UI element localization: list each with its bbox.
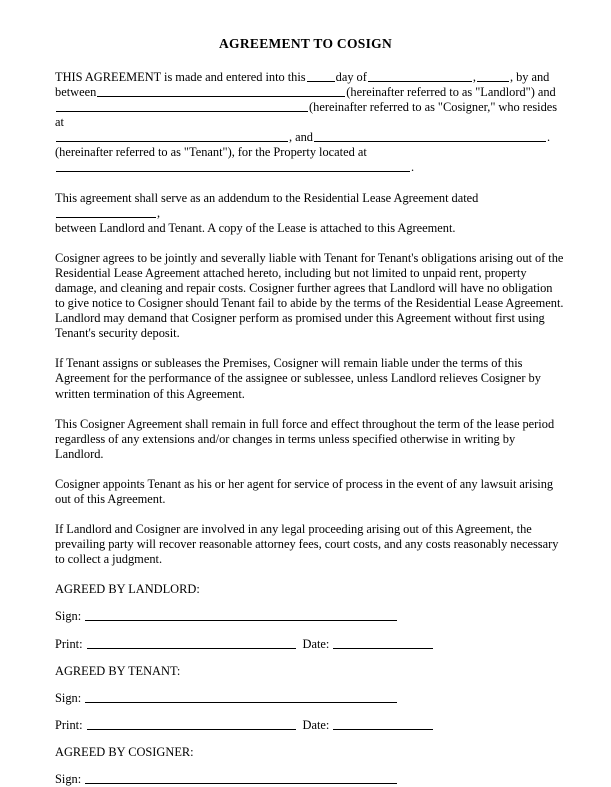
addendum-text-after: , (157, 205, 161, 220)
intro-line4-text-c: . (547, 130, 551, 145)
spacer-4 (55, 402, 565, 417)
blank-property-address[interactable] (56, 161, 410, 172)
spacer-6 (55, 507, 565, 522)
page-title: AGREEMENT TO COSIGN (219, 36, 392, 51)
addendum-line2: between Landlord and Tenant. A copy of the Lease is attached to this Agreement. (55, 220, 456, 235)
blank-landlord-name[interactable] (97, 86, 345, 97)
landlord-date-label: Date: (302, 636, 330, 651)
spacer-tenant-2 (55, 706, 565, 718)
tenant-print-field[interactable] (87, 719, 296, 730)
spacer-cosigner-1 (55, 760, 565, 772)
cosigner-sign-label: Sign: (55, 772, 82, 787)
blank-lease-date[interactable] (56, 207, 156, 218)
tenant-sign-field[interactable] (85, 692, 397, 703)
paragraph-addendum (55, 191, 565, 236)
paragraph-assignment: If Tenant assigns or subleases the Premises, Cosigner will remain liable under the terms of this Agreement for the performance of the assignee or sublessee, unless Landlord relieves Cosigner by written termination of this Agreement. (55, 356, 541, 401)
tenant-sign-label: Sign: (55, 690, 82, 705)
blank-day[interactable] (307, 71, 335, 82)
intro-line1-text-c: , (472, 69, 476, 84)
blank-month[interactable] (368, 71, 472, 82)
paragraph-service-of-process: Cosigner appoints Tenant as his or her agent for service of process in the event of any lawsuit arising out of this Agreement. (55, 476, 554, 506)
blank-tenant-name[interactable] (314, 131, 546, 142)
tenant-date-label: Date: (302, 717, 330, 732)
heading-agreed-by-cosigner: AGREED BY COSIGNER: (55, 744, 194, 759)
spacer-landlord-2 (55, 625, 565, 637)
landlord-date-field[interactable] (333, 638, 433, 649)
tenant-date-field[interactable] (333, 719, 433, 730)
heading-agreed-by-landlord: AGREED BY LANDLORD: (55, 582, 200, 597)
spacer-1 (55, 176, 565, 191)
paragraph-liability: Cosigner agrees to be jointly and severally liable with Tenant for Tenant's obligations arising out of the Residential Lease Agreement attached hereto, including but not limited to unpaid rent, property damage, and cleaning and repair costs. Cosigner further agrees that Landlord will have no obligation to give notice to Cosigner should Tenant fail to abide by the terms of the Residential Lease Agreement. Landlord may demand that Cosigner perform as promised under this Agreement without first using Tenant's security deposit. (55, 250, 564, 341)
blank-year[interactable] (477, 71, 509, 82)
intro-line1-text-b: day of (335, 69, 367, 84)
intro-line1-text-d: , by and (509, 69, 550, 84)
cosigner-sign-row (55, 772, 565, 787)
landlord-sign-label: Sign: (55, 609, 82, 624)
tenant-print-label: Print: (55, 717, 83, 732)
intro-line2-text-a: between (55, 84, 97, 99)
spacer-7 (55, 567, 565, 582)
document-body (55, 70, 565, 787)
intro-line1-text-a: THIS AGREEMENT is made and entered into this (55, 69, 306, 84)
spacer-2 (55, 236, 565, 251)
tenant-print-row (55, 718, 565, 733)
blank-cosigner-name[interactable] (56, 101, 308, 112)
landlord-print-row (55, 637, 565, 652)
paragraph-attorney-fees: If Landlord and Cosigner are involved in any legal proceeding arising out of this Agreement, the prevailing party will recover reasonable attorney fees, court costs, and any costs reasonably necessary to collect a judgment. (55, 522, 559, 567)
landlord-sign-field[interactable] (85, 610, 397, 621)
spacer-5 (55, 462, 565, 477)
spacer-landlord-3 (55, 652, 565, 664)
spacer-landlord-1 (55, 597, 565, 609)
tenant-sign-row (55, 691, 565, 706)
intro-line3-text-b: (hereinafter referred to as "Cosigner," who resides at (55, 100, 558, 130)
paragraph-term: This Cosigner Agreement shall remain in full force and effect throughout the term of the lease period regardless of any extensions and/or changes in terms unless specified otherwise in writing by Landlord. (55, 416, 555, 461)
intro-line5-text: (hereinafter referred to as "Tenant"), for the Property located at (55, 145, 367, 160)
landlord-sign-row (55, 609, 565, 624)
blank-cosigner-address[interactable] (56, 131, 288, 142)
spacer-tenant-1 (55, 679, 565, 691)
cosigner-sign-field[interactable] (85, 773, 397, 784)
landlord-print-label: Print: (55, 636, 83, 651)
landlord-print-field[interactable] (87, 638, 296, 649)
spacer-after-title (0, 52, 611, 70)
spacer-tenant-3 (55, 733, 565, 745)
spacer-3 (55, 341, 565, 356)
intro-line4-text-b: , and (289, 130, 313, 145)
intro-line2-text-b: (hereinafter referred to as "Landlord") and (346, 84, 556, 99)
intro-paragraph (55, 70, 565, 176)
intro-line6-end: . (411, 160, 415, 175)
heading-agreed-by-tenant: AGREED BY TENANT: (55, 663, 181, 678)
addendum-text-before: This agreement shall serve as an addendum to the Residential Lease Agreement dated (55, 190, 479, 205)
